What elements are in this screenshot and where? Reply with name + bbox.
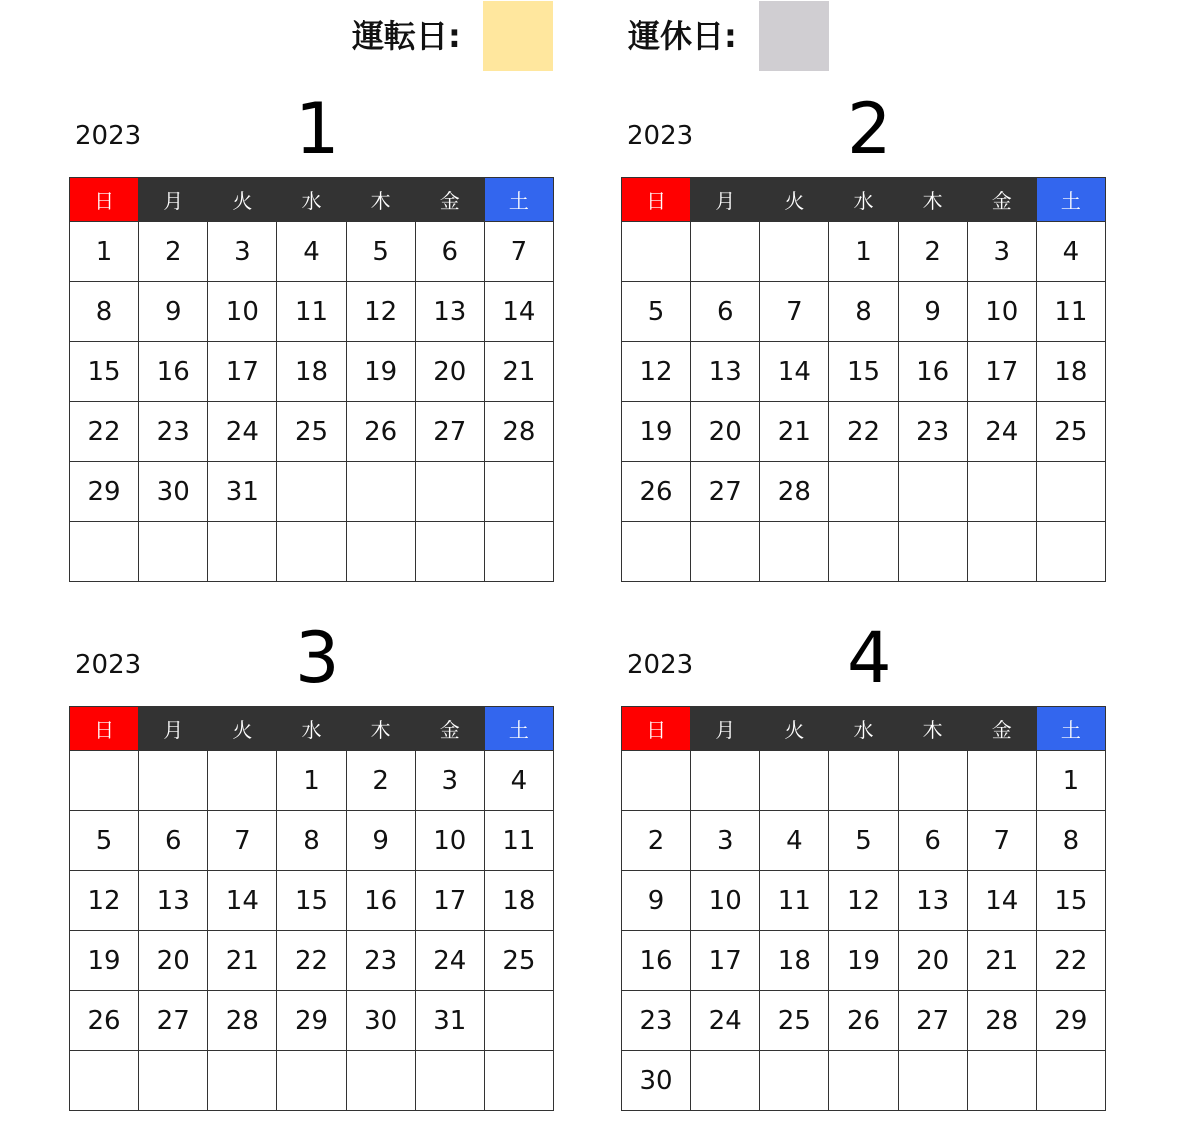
weekday-header: 日 (70, 178, 139, 222)
day-cell: 28 (760, 462, 829, 522)
weekday-header: 木 (898, 178, 967, 222)
day-cell: 26 (346, 402, 415, 462)
day-cell: 10 (415, 811, 484, 871)
day-cell: 11 (760, 871, 829, 931)
day-cell: 14 (208, 871, 277, 931)
day-cell: 14 (484, 282, 553, 342)
day-cell: 23 (622, 991, 691, 1051)
weekday-header: 水 (277, 707, 346, 751)
day-cell: 12 (829, 871, 898, 931)
empty-day-cell (967, 751, 1036, 811)
day-cell: 7 (760, 282, 829, 342)
empty-day-cell (691, 1051, 760, 1111)
day-cell: 16 (898, 342, 967, 402)
empty-day-cell (1036, 1051, 1105, 1111)
day-cell: 6 (898, 811, 967, 871)
day-cell: 21 (760, 402, 829, 462)
day-cell: 26 (622, 462, 691, 522)
day-cell: 27 (139, 991, 208, 1051)
day-cell: 3 (691, 811, 760, 871)
weekday-header: 日 (70, 707, 139, 751)
weekday-header: 水 (829, 707, 898, 751)
day-cell: 16 (139, 342, 208, 402)
day-cell: 30 (139, 462, 208, 522)
day-cell: 12 (346, 282, 415, 342)
day-cell: 10 (967, 282, 1036, 342)
day-cell: 31 (208, 462, 277, 522)
day-cell: 23 (346, 931, 415, 991)
day-cell: 22 (1036, 931, 1105, 991)
day-cell: 25 (277, 402, 346, 462)
day-cell: 1 (1036, 751, 1105, 811)
day-cell: 11 (484, 811, 553, 871)
day-cell: 27 (691, 462, 760, 522)
empty-day-cell (967, 522, 1036, 582)
day-cell: 9 (139, 282, 208, 342)
day-cell: 1 (829, 222, 898, 282)
day-cell: 24 (415, 931, 484, 991)
day-cell: 4 (277, 222, 346, 282)
day-cell: 8 (70, 282, 139, 342)
calendar-grid (69, 177, 554, 582)
week-row (622, 462, 1106, 522)
weekday-header: 月 (691, 178, 760, 222)
week-row (70, 462, 554, 522)
day-cell: 17 (208, 342, 277, 402)
calendar-year: 2023 (75, 121, 142, 151)
empty-day-cell (70, 751, 139, 811)
day-cell: 20 (139, 931, 208, 991)
day-cell: 13 (139, 871, 208, 931)
day-cell: 21 (967, 931, 1036, 991)
day-cell: 3 (208, 222, 277, 282)
day-cell: 6 (691, 282, 760, 342)
empty-day-cell (484, 1051, 553, 1111)
day-cell: 4 (760, 811, 829, 871)
day-cell: 2 (139, 222, 208, 282)
day-cell: 22 (829, 402, 898, 462)
weekday-header: 木 (346, 707, 415, 751)
weekday-header-row (70, 178, 554, 222)
empty-day-cell (760, 751, 829, 811)
empty-day-cell (139, 1051, 208, 1111)
empty-day-cell (139, 751, 208, 811)
day-cell: 13 (415, 282, 484, 342)
day-cell: 11 (277, 282, 346, 342)
day-cell: 3 (967, 222, 1036, 282)
weekday-header-row (622, 707, 1106, 751)
week-row (70, 751, 554, 811)
empty-day-cell (415, 462, 484, 522)
weekday-header: 金 (967, 178, 1036, 222)
week-row (622, 871, 1106, 931)
day-cell: 2 (622, 811, 691, 871)
week-row (622, 342, 1106, 402)
empty-day-cell (691, 751, 760, 811)
calendar-grid (621, 177, 1106, 582)
day-cell: 23 (898, 402, 967, 462)
week-row (622, 991, 1106, 1051)
empty-day-cell (208, 1051, 277, 1111)
day-cell: 2 (346, 751, 415, 811)
day-cell: 3 (415, 751, 484, 811)
week-row (622, 402, 1106, 462)
operating-day-swatch (483, 1, 553, 71)
empty-day-cell (898, 1051, 967, 1111)
day-cell: 27 (415, 402, 484, 462)
weekday-header: 土 (484, 178, 553, 222)
day-cell: 10 (208, 282, 277, 342)
day-cell: 17 (691, 931, 760, 991)
empty-day-cell (277, 522, 346, 582)
day-cell: 19 (829, 931, 898, 991)
weekday-header: 火 (208, 178, 277, 222)
day-cell: 5 (622, 282, 691, 342)
day-cell: 1 (70, 222, 139, 282)
day-cell: 20 (691, 402, 760, 462)
week-row (622, 751, 1106, 811)
day-cell: 22 (277, 931, 346, 991)
empty-day-cell (829, 522, 898, 582)
day-cell: 6 (139, 811, 208, 871)
weekday-header: 火 (760, 707, 829, 751)
empty-day-cell (967, 1051, 1036, 1111)
empty-day-cell (829, 1051, 898, 1111)
day-cell: 25 (484, 931, 553, 991)
closed-day-label: 運休日: (628, 17, 737, 55)
weekday-header: 木 (346, 178, 415, 222)
week-row (70, 811, 554, 871)
empty-day-cell (829, 462, 898, 522)
empty-day-cell (484, 522, 553, 582)
day-cell: 15 (829, 342, 898, 402)
day-cell: 1 (277, 751, 346, 811)
day-cell: 12 (70, 871, 139, 931)
day-cell: 17 (415, 871, 484, 931)
week-row (70, 222, 554, 282)
empty-day-cell (208, 522, 277, 582)
day-cell: 14 (760, 342, 829, 402)
day-cell: 24 (691, 991, 760, 1051)
empty-day-cell (277, 462, 346, 522)
weekday-header: 金 (967, 707, 1036, 751)
empty-day-cell (70, 522, 139, 582)
week-row (70, 402, 554, 462)
calendar-month-number: 1 (295, 88, 340, 170)
weekday-header: 月 (691, 707, 760, 751)
weekday-header: 金 (415, 707, 484, 751)
day-cell: 21 (208, 931, 277, 991)
day-cell: 31 (415, 991, 484, 1051)
empty-day-cell (70, 1051, 139, 1111)
day-cell: 13 (691, 342, 760, 402)
weekday-header: 月 (139, 707, 208, 751)
day-cell: 29 (277, 991, 346, 1051)
day-cell: 26 (829, 991, 898, 1051)
weekday-header: 日 (622, 178, 691, 222)
day-cell: 8 (277, 811, 346, 871)
empty-day-cell (898, 462, 967, 522)
day-cell: 8 (829, 282, 898, 342)
day-cell: 11 (1036, 282, 1105, 342)
empty-day-cell (1036, 522, 1105, 582)
day-cell: 5 (346, 222, 415, 282)
empty-day-cell (415, 522, 484, 582)
day-cell: 5 (70, 811, 139, 871)
day-cell: 29 (70, 462, 139, 522)
calendar-grid (69, 706, 554, 1111)
calendar-month-number: 2 (847, 88, 892, 170)
weekday-header: 水 (829, 178, 898, 222)
day-cell: 7 (484, 222, 553, 282)
day-cell: 18 (484, 871, 553, 931)
day-cell: 15 (70, 342, 139, 402)
day-cell: 2 (898, 222, 967, 282)
calendar-grid (621, 706, 1106, 1111)
day-cell: 7 (208, 811, 277, 871)
week-row (70, 991, 554, 1051)
weekday-header: 土 (484, 707, 553, 751)
calendar-year: 2023 (75, 650, 142, 680)
day-cell: 29 (1036, 991, 1105, 1051)
day-cell: 27 (898, 991, 967, 1051)
empty-day-cell (346, 1051, 415, 1111)
empty-day-cell (760, 522, 829, 582)
day-cell: 16 (346, 871, 415, 931)
empty-day-cell (691, 522, 760, 582)
weekday-header-row (622, 178, 1106, 222)
empty-day-cell (139, 522, 208, 582)
empty-day-cell (346, 462, 415, 522)
calendar-year: 2023 (627, 121, 694, 151)
empty-day-cell (1036, 462, 1105, 522)
empty-day-cell (760, 1051, 829, 1111)
weekday-header: 木 (898, 707, 967, 751)
empty-day-cell (484, 991, 553, 1051)
week-row (622, 931, 1106, 991)
day-cell: 12 (622, 342, 691, 402)
day-cell: 26 (70, 991, 139, 1051)
day-cell: 28 (208, 991, 277, 1051)
day-cell: 19 (70, 931, 139, 991)
calendar-month-number: 3 (295, 617, 340, 699)
day-cell: 9 (346, 811, 415, 871)
empty-day-cell (691, 222, 760, 282)
calendar-year: 2023 (627, 650, 694, 680)
operating-day-label: 運転日: (352, 17, 461, 55)
empty-day-cell (277, 1051, 346, 1111)
day-cell: 15 (1036, 871, 1105, 931)
week-row (70, 1051, 554, 1111)
empty-day-cell (898, 522, 967, 582)
empty-day-cell (622, 751, 691, 811)
day-cell: 4 (1036, 222, 1105, 282)
weekday-header: 月 (139, 178, 208, 222)
week-row (70, 871, 554, 931)
weekday-header: 日 (622, 707, 691, 751)
week-row (70, 342, 554, 402)
weekday-header-row (70, 707, 554, 751)
week-row (622, 282, 1106, 342)
day-cell: 20 (898, 931, 967, 991)
day-cell: 24 (967, 402, 1036, 462)
week-row (622, 811, 1106, 871)
day-cell: 30 (346, 991, 415, 1051)
day-cell: 18 (277, 342, 346, 402)
week-row (622, 1051, 1106, 1111)
week-row (622, 222, 1106, 282)
empty-day-cell (898, 751, 967, 811)
day-cell: 6 (415, 222, 484, 282)
week-row (622, 522, 1106, 582)
calendar-month-number: 4 (847, 617, 892, 699)
weekday-header: 土 (1036, 707, 1105, 751)
day-cell: 30 (622, 1051, 691, 1111)
weekday-header: 火 (760, 178, 829, 222)
weekday-header: 火 (208, 707, 277, 751)
day-cell: 18 (760, 931, 829, 991)
day-cell: 19 (346, 342, 415, 402)
empty-day-cell (415, 1051, 484, 1111)
day-cell: 17 (967, 342, 1036, 402)
week-row (70, 522, 554, 582)
day-cell: 20 (415, 342, 484, 402)
empty-day-cell (484, 462, 553, 522)
day-cell: 10 (691, 871, 760, 931)
day-cell: 16 (622, 931, 691, 991)
day-cell: 13 (898, 871, 967, 931)
day-cell: 18 (1036, 342, 1105, 402)
day-cell: 4 (484, 751, 553, 811)
day-cell: 9 (898, 282, 967, 342)
empty-day-cell (829, 751, 898, 811)
day-cell: 25 (760, 991, 829, 1051)
day-cell: 24 (208, 402, 277, 462)
weekday-header: 土 (1036, 178, 1105, 222)
empty-day-cell (967, 462, 1036, 522)
day-cell: 19 (622, 402, 691, 462)
day-cell: 28 (484, 402, 553, 462)
day-cell: 5 (829, 811, 898, 871)
day-cell: 8 (1036, 811, 1105, 871)
day-cell: 15 (277, 871, 346, 931)
day-cell: 23 (139, 402, 208, 462)
empty-day-cell (208, 751, 277, 811)
empty-day-cell (622, 522, 691, 582)
day-cell: 14 (967, 871, 1036, 931)
empty-day-cell (622, 222, 691, 282)
day-cell: 7 (967, 811, 1036, 871)
closed-day-swatch (759, 1, 829, 71)
weekday-header: 水 (277, 178, 346, 222)
empty-day-cell (760, 222, 829, 282)
day-cell: 21 (484, 342, 553, 402)
weekday-header: 金 (415, 178, 484, 222)
day-cell: 9 (622, 871, 691, 931)
week-row (70, 282, 554, 342)
legend (0, 0, 1201, 72)
day-cell: 28 (967, 991, 1036, 1051)
week-row (70, 931, 554, 991)
day-cell: 22 (70, 402, 139, 462)
day-cell: 25 (1036, 402, 1105, 462)
empty-day-cell (346, 522, 415, 582)
